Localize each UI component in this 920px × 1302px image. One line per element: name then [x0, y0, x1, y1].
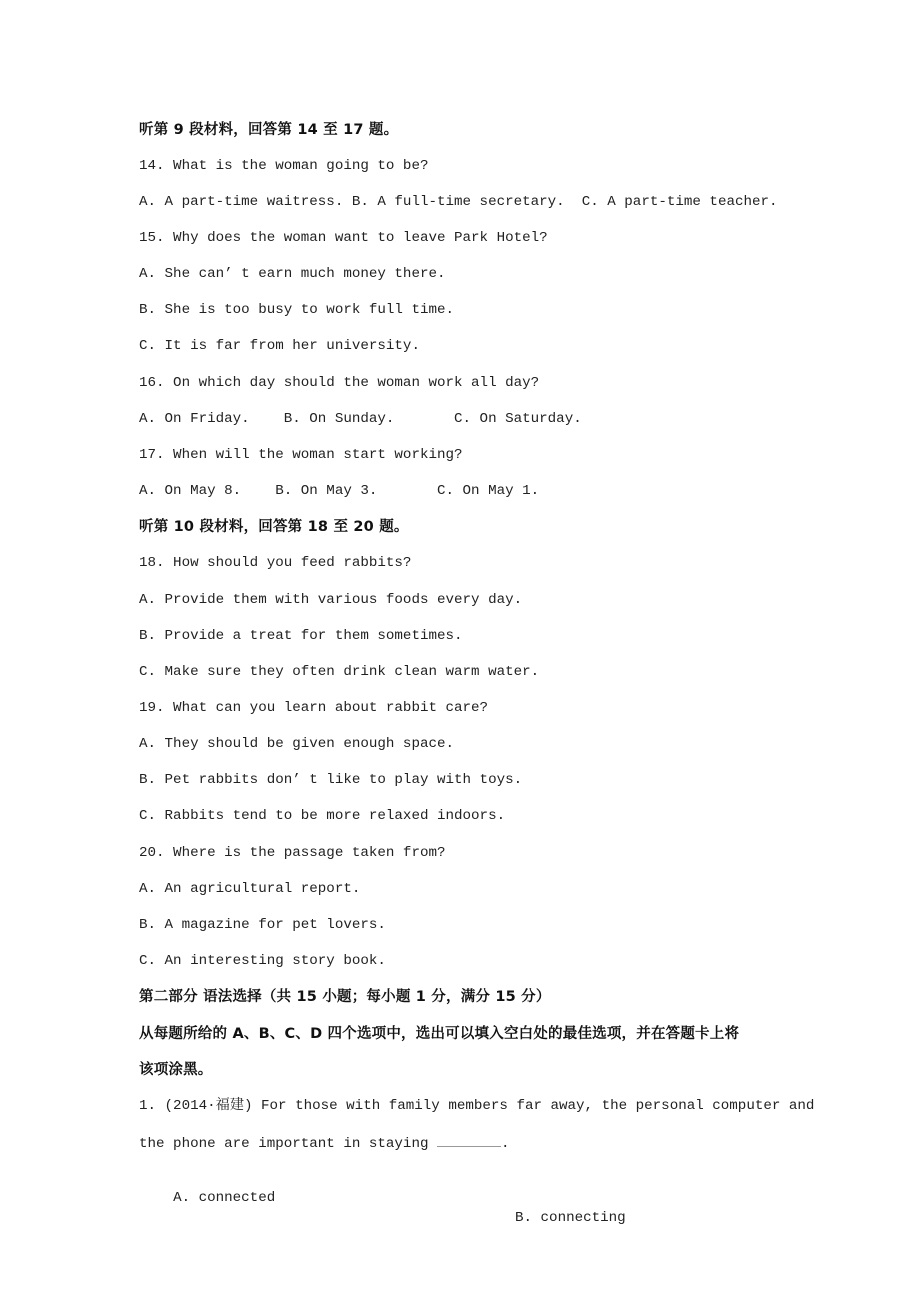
question-19-option-c: C. Rabbits tend to be more relaxed indoors. [139, 808, 506, 824]
grammar-q1-line-2-prefix: the phone are important in staying [139, 1136, 437, 1152]
question-19-option-b: B. Pet rabbits don’ t like to play with toys. [139, 772, 523, 788]
question-14-options: A. A part-time waitress. B. A full-time secretary. C. A part-time teacher. [139, 194, 778, 210]
part-2-instruction-line-2: 该项涂黑。 [139, 1062, 213, 1078]
grammar-q1-line-1: 1. (2014·福建) For those with family members far away, the personal computer and [139, 1098, 815, 1114]
question-14-stem: 14. What is the woman going to be? [139, 158, 429, 174]
grammar-q1-options [139, 1168, 779, 1248]
question-16-stem: 16. On which day should the woman work all day? [139, 375, 540, 391]
question-15-option-a: A. She can’ t earn much money there. [139, 266, 446, 282]
question-15-option-b: B. She is too busy to work full time. [139, 302, 455, 318]
question-18-option-b: B. Provide a treat for them sometimes. [139, 628, 463, 644]
question-18-option-c: C. Make sure they often drink clean warm water. [139, 664, 540, 680]
question-16-options: A. On Friday. B. On Sunday. C. On Saturday. [139, 411, 582, 427]
question-19-option-a: A. They should be given enough space. [139, 736, 455, 752]
grammar-q1-line-2 [139, 1132, 510, 1154]
question-15-stem: 15. Why does the woman want to leave Park Hotel? [139, 230, 548, 246]
grammar-q1-option-a: A. connected [173, 1190, 276, 1206]
question-20-option-b: B. A magazine for pet lovers. [139, 917, 386, 933]
question-17-options: A. On May 8. B. On May 3. C. On May 1. [139, 483, 540, 499]
grammar-q1-line-2-suffix: . [501, 1136, 510, 1152]
question-20-option-a: A. An agricultural report. [139, 881, 361, 897]
part-2-instruction-line-1: 从每题所给的 A、B、C、D 四个选项中，选出可以填入空白处的最佳选项，并在答题卡上将 [139, 1026, 740, 1042]
part-2-heading: 第二部分 语法选择（共 15 小题；每小题 1 分，满分 15 分） [139, 989, 551, 1005]
question-17-stem: 17. When will the woman start working? [139, 447, 463, 463]
grammar-q1-option-b: B. connecting [515, 1210, 626, 1226]
question-18-option-a: A. Provide them with various foods every day. [139, 592, 523, 608]
question-20-option-c: C. An interesting story book. [139, 953, 386, 969]
question-19-stem: 19. What can you learn about rabbit care? [139, 700, 489, 716]
answer-blank [437, 1132, 501, 1147]
question-18-stem: 18. How should you feed rabbits? [139, 555, 412, 571]
question-20-stem: 20. Where is the passage taken from? [139, 845, 446, 861]
section-10-heading: 听第 10 段材料，回答第 18 至 20 题。 [139, 519, 409, 535]
question-15-option-c: C. It is far from her university. [139, 338, 420, 354]
section-9-heading: 听第 9 段材料，回答第 14 至 17 题。 [139, 122, 399, 138]
